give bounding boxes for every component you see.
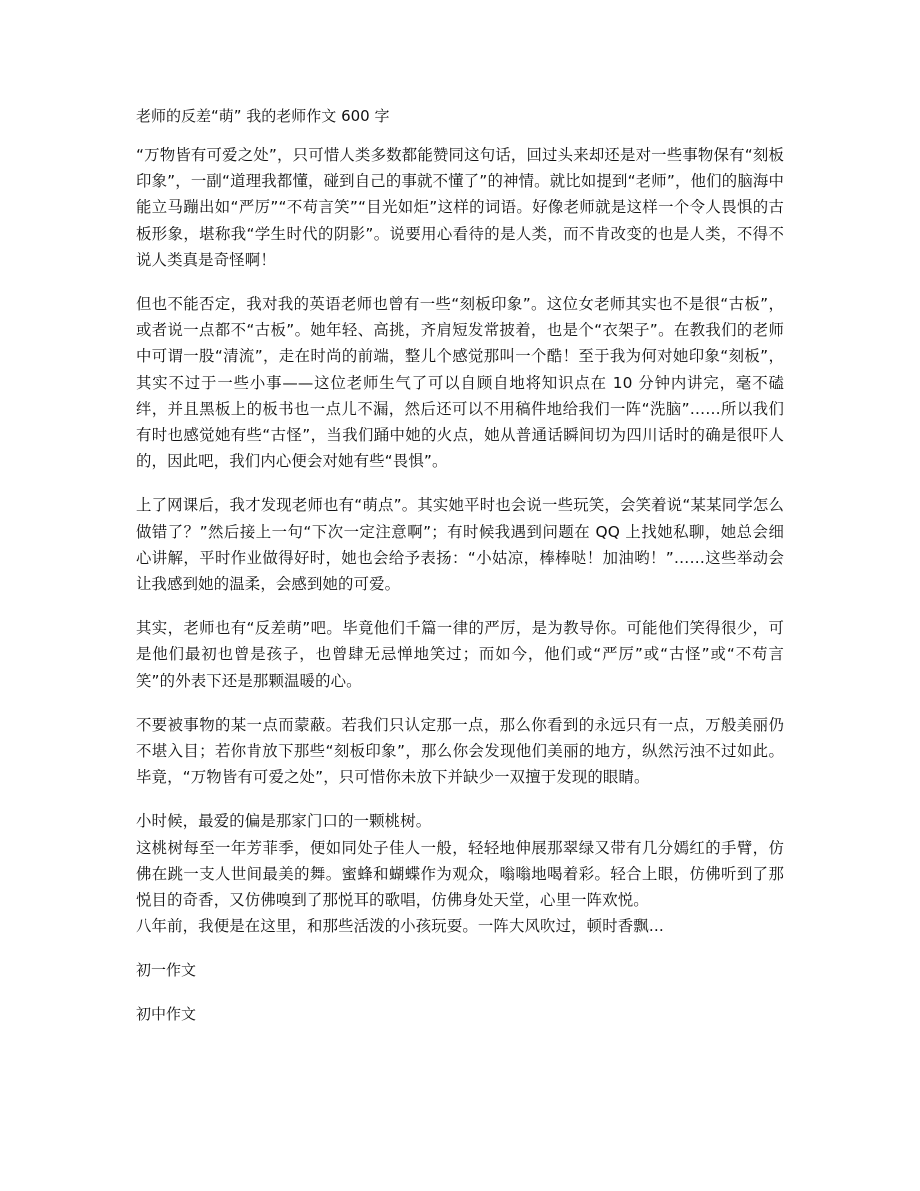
excerpt-line-1: 小时候，最爱的偏是那家门口的一颗桃树。 bbox=[136, 812, 432, 831]
document-title: 老师的反差“萌” 我的老师作文 600 字 bbox=[136, 107, 390, 125]
document-page bbox=[136, 100, 784, 1045]
excerpt-block bbox=[136, 808, 784, 939]
paragraph-5: 不要被事物的某一点而蒙蔽。若我们只认定那一点，那么你看到的永远只有一点，万般美丽仍不堪入目；若你肯放下那些“刻板印象”，那么你会发现他们美丽的地方，纵然污浊不过如此。毕竟，“万物皆有可爱之处”，只可惜你未放下并缺少一双擅于发现的眼睛。 bbox=[136, 715, 784, 787]
paragraph-1: “万物皆有可爱之处”，只可惜人类多数都能赞同这句话，回过头来却还是对一些事物保有“刻板印象”，一副“道理我都懂，碰到自己的事就不懂了”的神情。就比如提到“老师”，他们的脑海中能立马蹦出如“严厉”“不苟言笑”“目光如炬”这样的词语。好像老师就是这样一个令人畏惧的古板形象，堪称我“学生时代的阴影”。说要用心看待的是人类，而不肯改变的也是人类，不得不说人类真是奇怪啊！ bbox=[136, 146, 784, 269]
paragraph-4: 其实，老师也有“反差萌”吧。毕竟他们千篇一律的严厉，是为教导你。可能他们笑得很少，可是他们最初也曾是孩子，也曾肆无忌惮地笑过；而如今，他们或“严厉”或“古怪”或“不苟言笑”的外表下还是那颗温暖的心。 bbox=[136, 619, 784, 690]
paragraph-2: 但也不能否定，我对我的英语老师也曾有一些“刻板印象”。这位女老师其实也不是很“古板”，或者说一点都不“古板”。她年轻、高挑，齐肩短发常披着，也是个“衣架子”。在教我们的老师中可谓一股“清流”，走在时尚的前端，整儿个感觉那叫一个酷！至于我为何对她印象“刻板”，其实不过于一些小事——这位老师生气了可以自顾自地将知识点在 10 分钟内讲完，毫不磕绊，并且黑板上的板书也一点儿不漏，然后还可以不用稿件地给我们一阵“洗脑”……所以我们有时也感觉她有些“古怪”，当我们踊中她的火点，她从普通话瞬间切为四川话时的确是很吓人的，因此吧，我们内心便会对她有些“畏惧”。 bbox=[136, 295, 784, 471]
excerpt-line-3: 八年前，我便是在这里，和那些活泼的小孩玩耍。一阵大风吹过，顿时香飘... bbox=[136, 917, 664, 936]
category-link-grade7[interactable]: 初一作文 bbox=[136, 961, 197, 980]
category-link-middle-school[interactable]: 初中作文 bbox=[136, 1005, 197, 1024]
paragraph-3: 上了网课后，我才发现老师也有“萌点”。其实她平时也会说一些玩笑，会笑着说“某某同学怎么做错了？”然后接上一句“下次一定注意啊”；有时候我遇到问题在 QQ 上找她私聊，她总会细心讲解，平时作业做得好时，她也会给予表扬：“小姑凉，棒棒哒！加油哟！”……这些举动会让我感到她的温柔，会感到她的可爱。 bbox=[136, 496, 784, 594]
excerpt-line-2: 这桃树每至一年芳菲季，便如同处子佳人一般，轻轻地伸展那翠绿又带有几分嫣红的手臂，仿佛在跳一支人世间最美的舞。蜜蜂和蝴蝶作为观众，嗡嗡地喝着彩。轻合上眼，仿佛听到了那悦目的奇香，又仿佛嗅到了那悦耳的歌唱，仿佛身处天堂，心里一阵欢悦。 bbox=[136, 838, 784, 910]
